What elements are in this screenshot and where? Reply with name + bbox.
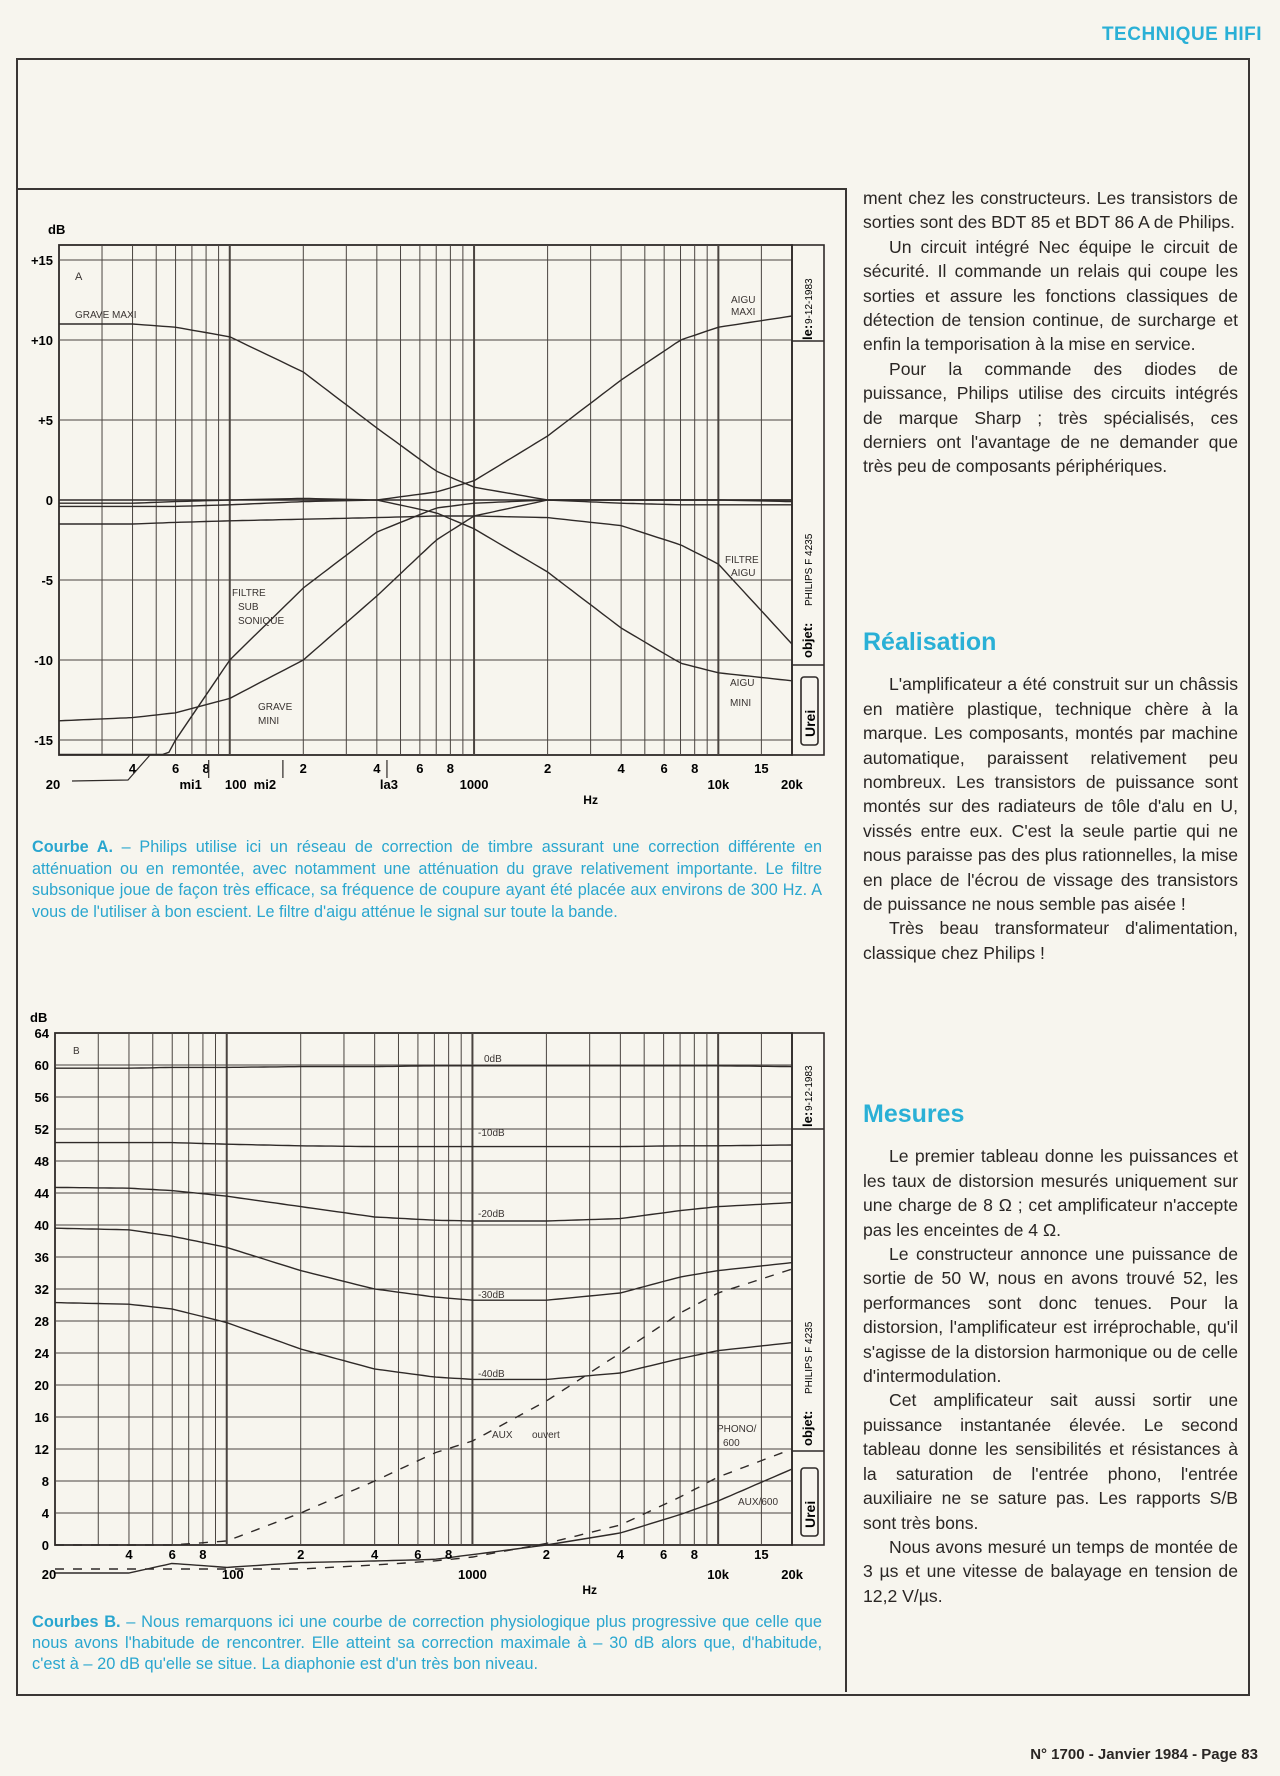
stamp-object-label: objet: [800,622,815,658]
y-tick-label: 0 [41,1538,49,1553]
curve-phono-600-dashed- [55,1449,792,1569]
stamp-object: PHILIPS F 4235 [804,533,815,606]
label-aigu-maxi-1: AIGU [731,295,756,306]
curve-grave-maxi [59,324,792,505]
x-tick-label: 6 [660,761,668,776]
y-tick-label: 36 [34,1250,49,1265]
x-tick-label: 6 [171,761,180,776]
y-tick-label: 24 [34,1346,49,1361]
chart-a-caption-text: – Philips utilise ici un réseau de correction de timbre assurant une correction différente en atténuation ou en remontée, avec notamment une atténuation du grave relativement importante. Le filtre subsonique joue de façon très efficace, sa fréquence de coupure ayant été placée aux environs de 300 Hz. A vous de l'utiliser à bon escient. Le filtre d'aigu atténue le signal sur toute la bande. [32,838,822,921]
chart-a-y-unit: dB [48,222,66,237]
curve-aigu-maxi [59,316,792,506]
curve-aux-ouvert-dashed- [55,1269,792,1545]
x-tick-label: 4 [616,1547,624,1562]
label-phono-1: PHONO/ [717,1424,757,1435]
label-aigu-mini-2: MINI [730,698,752,709]
curve-aux-600 [55,1469,792,1573]
chart-a-caption [32,837,822,923]
label-filtre-aigu-1: FILTRE [725,555,759,566]
x-decade-label: 1000 [457,1567,487,1582]
x-decade-label: 20 [41,1567,57,1582]
x-tick-label: 6 [414,1547,422,1562]
y-tick-label: 12 [34,1442,49,1457]
x-tick-label: 8 [199,1547,207,1562]
x-tick-label: 15 [754,761,769,776]
curve--20db [55,1187,792,1221]
x-tick-label: 6 [660,1547,668,1562]
stamp-b-date: 9-12-1983 [804,1065,815,1111]
label-filtre-sub-2: SUB [238,602,259,613]
stamp-b-object: PHILIPS F 4235 [804,1321,815,1394]
label-filtre-sub-3: SONIQUE [238,616,285,627]
y-tick-label: -10 [34,653,53,668]
heading-mesures: Mesures [863,1100,965,1128]
urei-logo-icon [801,677,818,745]
x-tick-label: 2 [542,1547,551,1562]
svg-text:Urei: Urei [802,709,818,737]
chart-b-caption [32,1612,822,1675]
label-phono-2: 600 [723,1438,740,1449]
x-decade-label: 10k [707,1567,729,1582]
label-aux-ouvert-1: AUX [492,1430,513,1441]
article-column-top [863,186,1238,479]
chart-a-curves [59,316,792,754]
x-tick-label: 8 [446,761,455,776]
label-aux-ouvert-2: ouvert [532,1430,560,1441]
curve-grave-mini [59,500,792,721]
paragraph: Le constructeur annonce une puissance de sortie de 50 W, nous en avons trouvé 52, les performances sont donc tenues. Pour la distorsion, l'amplificateur est irréprochable, qu'il s'agisse de la distorsion harmonique ou de celle d'intermodulation. [863,1244,1238,1387]
y-tick-label: 32 [34,1282,49,1297]
svg-text:Hz: Hz [583,793,598,807]
curve--40db [55,1303,792,1380]
label-grave-mini-2: MINI [258,716,280,727]
curve-filtre-subsonique [59,500,792,754]
curve-aigu-mini [59,498,792,680]
y-tick-label: 60 [34,1058,49,1073]
x-tick-label: 8 [202,761,210,776]
stamp-b-date-label: le: [800,1111,815,1127]
x-tick-label: 15 [754,1547,769,1562]
paragraph: Très beau transformateur d'alimentation, classique chez Philips ! [863,918,1238,963]
note-marker: mi1 [179,777,202,792]
paragraph: Nous avons mesuré un temps de montée de 3 µs et une vitesse de balayage en tension de 12,2 V/µs. [863,1536,1238,1606]
label-m30db: -30dB [478,1290,505,1301]
chart-a-stamp [792,245,824,755]
section-mesures [863,1102,1238,1608]
y-tick-label: -15 [34,733,53,748]
chart-b-y-unit: dB [30,1010,48,1025]
paragraph: Le premier tableau donne les puissances et les taux de distorsion mesurés uniquement sur une charge de 8 Ω ; cet amplificateur n'accepte pas les enceintes de 4 Ω. [863,1146,1238,1240]
x-tick-label: 8 [445,1547,453,1562]
label-aigu-mini-1: AIGU [730,678,755,689]
y-tick-label: 44 [34,1186,49,1201]
x-tick-label: 4 [371,1547,379,1562]
x-tick-label: 8 [691,761,699,776]
y-tick-label: 40 [34,1218,49,1233]
y-tick-label: +10 [30,333,53,348]
svg-text:Hz: Hz [582,1583,598,1597]
section-tag: TECHNIQUE HIFI [1101,24,1262,45]
chart-a [0,190,845,830]
y-tick-label: 52 [34,1122,49,1137]
urei-logo-b-icon [801,1468,818,1536]
curve--10db [55,1143,792,1147]
chart-b-caption-lead: Courbes B. [32,1613,121,1631]
x-tick-label: 4 [128,761,137,776]
paragraph: Cet amplificateur sait aussi sortir une puissance instantanée élevée. Le second tableau donne les sensibilités et résistances à la saturation de l'entrée phono, l'entrée auxiliaire ne se sature pas. Les rapports S/B sont très bons. [863,1390,1238,1533]
x-decade-label: 20k [781,1567,803,1582]
svg-text:Urei: Urei [802,1500,818,1528]
x-tick-label: 2 [543,761,552,776]
x-decade-label: 1000 [459,777,489,792]
label-filtre-aigu-2: AIGU [731,568,756,579]
x-tick-label: 2 [299,761,307,776]
label-grave-mini-1: GRAVE [258,702,293,713]
stamp-b-object-label: objet: [800,1410,815,1446]
note-marker: la3 [379,777,398,792]
stamp-date: 9-12-1983 [804,278,815,324]
x-decade-label: 10k [707,777,730,792]
y-tick-label: 16 [34,1410,49,1425]
x-decade-label: 20k [781,777,803,792]
chart-a-caption-lead: Courbe A. [32,838,113,856]
x-tick-label: 4 [373,761,381,776]
x-tick-label: 2 [297,1547,305,1562]
chart-b [0,1000,845,1610]
x-tick-label: 6 [416,761,424,776]
chart-a-panel-letter: A [75,271,83,283]
label-aux600: AUX/600 [738,1497,779,1508]
y-tick-label: 64 [34,1026,49,1041]
x-decade-label: 100 [224,777,247,792]
y-tick-label: 0 [45,493,53,508]
chart-b-grid [55,1033,792,1545]
label-m40db: -40dB [478,1369,505,1380]
y-tick-label: 8 [41,1474,49,1489]
label-filtre-sub-1: FILTRE [232,588,266,599]
y-tick-label: 28 [34,1314,49,1329]
paragraph: ment chez les constructeurs. Les transistors de sorties sont des BDT 85 et BDT 86 A de Philips. [863,188,1238,233]
label-0db: 0dB [484,1054,502,1065]
label-m10db: -10dB [478,1128,505,1139]
x-decade-label: 20 [45,777,61,792]
section-realisation [863,630,1238,965]
chart-b-panel-letter: B [73,1046,80,1057]
x-tick-label: 4 [617,761,625,776]
note-marker: mi2 [253,777,277,792]
x-tick-label: 8 [690,1547,698,1562]
chart-b-stamp [792,1033,824,1545]
label-grave-maxi: GRAVE MAXI [75,310,137,321]
paragraph: L'amplificateur a été construit sur un châssis en matière plastique, technique chère à la marque. Les composants, montés par machine automatique, paraissent relativement peu nombreux. Les transistors de puissance sont montés sur des radiateurs de tôle d'alu en U, vissés entre eux. C'est la seule partie qui ne nous paraisse pas des plus rationnelles, la mise en place de l'écrou de vissage des transistors de puissance ne nous semble pas aisée ! [863,674,1238,915]
chart-b-curves [55,1066,792,1573]
page-footer: N° 1700 - Janvier 1984 - Page 83 [1030,1746,1258,1763]
column-divider [845,188,847,1692]
paragraph: Pour la commande des diodes de puissance, Philips utilise des circuits intégrés de marque Sharp ; très spécialisés, ces derniers ont l'avantage de ne demander que très peu de composants périphériques. [863,358,1238,477]
x-tick-label: 4 [125,1547,133,1562]
x-tick-label: 6 [168,1547,176,1562]
stamp-date-label: le: [800,324,815,340]
y-tick-label: +5 [38,413,53,428]
y-tick-label: 48 [34,1154,49,1169]
y-tick-label: -5 [41,573,53,588]
y-tick-label: +15 [30,253,53,268]
label-m20db: -20dB [478,1209,505,1220]
curve-0db [55,1066,792,1068]
heading-realisation: Réalisation [863,628,997,656]
y-tick-label: 20 [34,1378,49,1393]
paragraph: Un circuit intégré Nec équipe le circuit de sécurité. Il commande un relais qui coupe les sorties et assure les fonctions classiques de détection de tension continue, de surcharge et enfin la temporisation à la mise en service. [863,236,1238,355]
x-decade-label: 100 [221,1567,244,1582]
chart-b-caption-text: – Nous remarquons ici une courbe de correction physiologique plus progressive que celle que nous avons l'habitude de rencontrer. Elle atteint sa correction maximale à – 30 dB alors que, d'habitude, c'est à – 20 dB qu'elle se situe. La diaphonie est d'un très bon niveau. [32,1613,822,1673]
y-tick-label: 4 [41,1506,49,1521]
label-aigu-maxi-2: MAXI [731,307,756,318]
y-tick-label: 56 [34,1090,49,1105]
